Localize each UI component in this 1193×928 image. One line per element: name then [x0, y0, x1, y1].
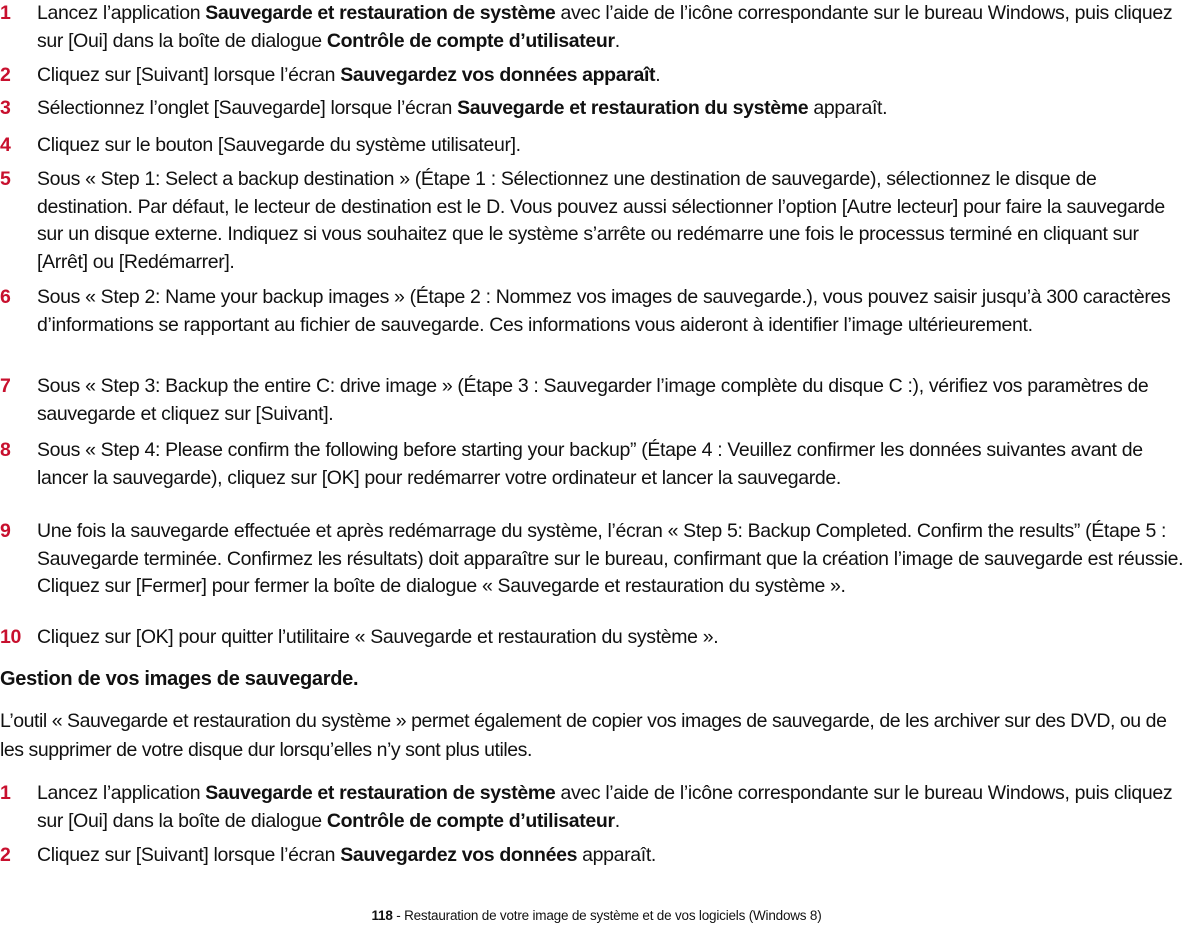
step-number: 5	[0, 168, 11, 190]
step-text-bold: Sauvegarde et restauration du système	[457, 97, 809, 119]
step-text	[37, 95, 1193, 123]
step-text	[37, 132, 1193, 160]
list-item	[0, 624, 1193, 652]
list-item	[0, 166, 1193, 276]
step-text-run: apparaît.	[808, 97, 888, 119]
step-text-run: Sélectionnez l’onglet [Sauvegarde] lorsque l’écran	[37, 97, 458, 119]
step-text	[37, 62, 1193, 90]
step-number: 3	[0, 97, 11, 119]
step-text-run: .	[614, 29, 620, 52]
step-text	[37, 518, 1193, 601]
step-text-run: avec l’aide de l’icône correspondante sur le bureau Windows, puis cliquez sur [Oui] dans la boîte de dialogue	[37, 2, 1173, 52]
footer-title: - Restauration de votre image de système et de vos logiciels (Windows 8)	[392, 908, 822, 923]
step-number: 10	[0, 626, 21, 648]
step-text	[37, 0, 1193, 55]
list-item	[0, 62, 1193, 90]
step-text-run: Lancez l’application	[37, 782, 206, 804]
step-text-run: Sous « Step 3: Backup the entire C: drive image » (Étape 3 : Sauvegarder l’image complète du disque C :), vérifiez vos paramètres de sauvegarde et cliquez sur [Suivant].	[37, 375, 1149, 425]
step-number: 8	[0, 439, 11, 461]
step-number: 2	[0, 844, 11, 866]
list-item	[0, 437, 1193, 492]
list-item	[0, 284, 1193, 339]
step-text-run: Sous « Step 4: Please confirm the following before starting your backup” (Étape 4 : Veuillez confirmer les données suivantes avant de lancer la sauvegarde), cliquez sur [OK] pour redémarrer votre ordinateur et lancer la sauvegarde.	[37, 439, 1143, 489]
step-text-run: avec l’aide de l’icône correspondante sur le bureau Windows, puis cliquez sur [Oui] dans la boîte de dialogue	[37, 782, 1173, 832]
step-text-bold: Sauvegarde et restauration de système	[205, 2, 556, 24]
list-item	[0, 518, 1193, 601]
step-text-bold: Sauvegarde et restauration de système	[205, 782, 556, 804]
step-text-run: Lancez l’application	[37, 2, 206, 24]
step-text	[37, 373, 1193, 428]
step-text-run: Sous « Step 1: Select a backup destination » (Étape 1 : Sélectionnez une destination de sauvegarde), sélectionnez le disque de destination. Par défaut, le lecteur de destination est le D. Vous pouvez aussi sélectionner l’option [Autre lecteur] pour faire la sauvegarde sur un disque externe. Indiquez si vous souhaitez que le système s’arrête ou redémarre une fois le processus terminé en cliquant sur [Arrêt] ou [Redémarrer].	[37, 168, 1165, 273]
step-text-run: Cliquez sur [OK] pour quitter l’utilitaire « Sauvegarde et restauration du système ».	[37, 626, 719, 648]
step-number: 6	[0, 286, 11, 308]
list-item	[0, 780, 1193, 835]
step-number: 2	[0, 64, 11, 86]
step-text-bold: Contrôle de compte d’utilisateur	[326, 29, 615, 52]
step-number: 9	[0, 520, 11, 542]
section-heading: Gestion de vos images de sauvegarde.	[0, 668, 359, 690]
list-item	[0, 95, 1193, 123]
step-text-run: .	[655, 64, 661, 86]
step-text-run: Sous « Step 2: Name your backup images » (Étape 2 : Nommez vos images de sauvegarde.), vous pouvez saisir jusqu’à 300 caractères d’informations se rapportant au fichier de sauvegarde. Ces informations vous aideront à identifier l’image ultérieurement.	[37, 286, 1171, 336]
step-text-run: Cliquez sur le bouton [Sauvegarde du système utilisateur].	[37, 134, 521, 156]
step-number: 7	[0, 375, 11, 397]
step-text	[37, 166, 1193, 276]
step-text	[37, 842, 1193, 870]
step-text	[37, 437, 1193, 492]
section-paragraph: L’outil « Sauvegarde et restauration du système » permet également de copier vos images de sauvegarde, de les archiver sur des DVD, ou de les supprimer de votre disque dur lorsqu’elles n’y sont plus utiles.	[0, 710, 1167, 761]
step-text-run: .	[614, 809, 620, 832]
step-text-bold: Contrôle de compte d’utilisateur	[326, 809, 615, 832]
step-text-run: Une fois la sauvegarde effectuée et après redémarrage du système, l’écran « Step 5: Backup Completed. Confirm the results” (Étape 5 : Sauvegarde terminée. Confirmez les résultats) doit apparaître sur le bureau, confirmant que la création l’image de sauvegarde est réussie. Cliquez sur [Fermer] pour fermer la boîte de dialogue « Sauvegarde et restauration du système ».	[37, 520, 1184, 597]
step-text-run: Cliquez sur [Suivant] lorsque l’écran	[37, 64, 341, 86]
list-item	[0, 842, 1193, 870]
step-number: 1	[0, 782, 11, 804]
list-item	[0, 132, 1193, 160]
step-text-bold: Sauvegardez vos données apparaît	[340, 64, 656, 86]
step-text	[37, 284, 1193, 339]
list-item	[0, 0, 1193, 55]
step-text	[37, 780, 1193, 835]
list-item	[0, 373, 1193, 428]
step-number: 1	[0, 2, 11, 24]
step-text-run: apparaît.	[577, 844, 656, 866]
page-number: 118	[371, 908, 393, 923]
step-text-run: Cliquez sur [Suivant] lorsque l’écran	[37, 844, 341, 866]
step-number: 4	[0, 134, 11, 156]
step-text	[37, 624, 1193, 652]
page-footer	[0, 908, 1193, 923]
step-text-bold: Sauvegardez vos données	[340, 844, 578, 866]
